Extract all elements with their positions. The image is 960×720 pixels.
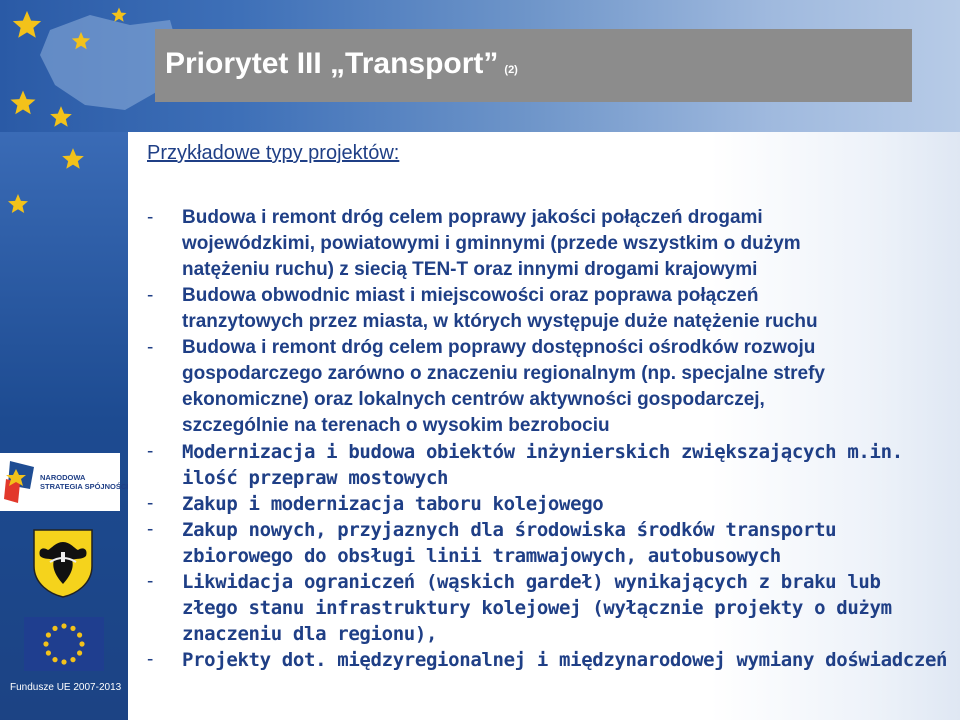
star-decoration-icon: [10, 8, 44, 42]
lower-silesia-coat-of-arms-icon: [32, 528, 94, 598]
eu-flag: [24, 617, 104, 671]
nss-emblem-icon: [4, 459, 38, 505]
title-main: Priorytet III „Transport”: [165, 47, 499, 80]
list-item-line: szczególnie na terenach o wysokim bezrobociu: [182, 415, 610, 436]
star-decoration-icon: [8, 88, 38, 118]
list-item-line: - Budowa i remont dróg celem poprawy dostępności ośrodków rozwoju: [182, 337, 816, 358]
list-item-line: ekonomiczne) oraz lokalnych centrów aktywności gospodarczej,: [182, 389, 765, 410]
list-item: [147, 283, 953, 335]
list-item-line: - Budowa i remont dróg celem poprawy jakości połączeń drogami: [182, 207, 763, 228]
page-title: [165, 47, 518, 81]
star-decoration-icon: [48, 104, 74, 130]
list-item-line: - Likwidacja ograniczeń (wąskich gardeł) wynikających z braku lub: [182, 571, 881, 593]
list-item: [147, 335, 953, 439]
list-item-line: wojewódzkimi, powiatowymi i gminnymi (przede wszystkim o dużym: [182, 233, 801, 254]
nss-line-2: STRATEGIA SPÓJNOŚCI: [40, 482, 129, 491]
star-decoration-icon: [70, 30, 92, 52]
list-item: [147, 517, 953, 569]
funds-caption: Fundusze UE 2007-2013: [10, 682, 122, 693]
list-item-line: natężeniu ruchu) z siecią TEN-T oraz innymi drogami krajowymi: [182, 259, 758, 280]
nss-logo: [0, 453, 129, 511]
nss-logo-text: [40, 473, 128, 491]
list-item-line: - Zakup nowych, przyjaznych dla środowiska środków transportu: [182, 519, 837, 541]
star-decoration-icon: [6, 192, 30, 216]
star-decoration-icon: [60, 146, 86, 172]
list-item-line: tranzytowych przez miasta, w których występuje duże natężenie ruchu: [182, 311, 818, 332]
list-item: [147, 491, 953, 517]
title-box: [155, 29, 912, 102]
list-item-line: złego stanu infrastruktury kolejowej (wyłącznie projekty o dużym: [182, 597, 892, 619]
star-decoration-icon: [110, 6, 128, 24]
list-item-line: - Modernizacja i budowa obiektów inżynierskich zwiększających m.in.: [182, 441, 903, 463]
list-item: [147, 569, 953, 647]
project-types-list: [147, 205, 953, 673]
list-item: [147, 647, 953, 673]
section-title: Przykładowe typy projektów:: [147, 142, 400, 164]
list-item: [147, 205, 953, 283]
list-item-line: zbiorowego do obsługi linii tramwajowych, autobusowych: [182, 545, 781, 567]
title-subscript: (2): [504, 64, 518, 76]
list-item-line: ilość przepraw mostowych: [182, 467, 449, 489]
list-item: [147, 439, 953, 491]
list-item-line: - Zakup i modernizacja taboru kolejowego: [182, 493, 604, 515]
list-item-line: - Projekty dot. międzyregionalnej i międzynarodowej wymiany doświadczeń: [182, 649, 948, 671]
nss-line-1: NARODOWA: [40, 473, 86, 482]
list-item-line: znaczeniu dla regionu),: [182, 623, 438, 645]
list-item-line: - Budowa obwodnic miast i miejscowości oraz poprawa połączeń: [182, 285, 759, 306]
list-item-line: gospodarczego zarówno o znaczeniu regionalnym (np. specjalne strefy: [182, 363, 825, 384]
eu-stars-icon: [24, 617, 104, 671]
